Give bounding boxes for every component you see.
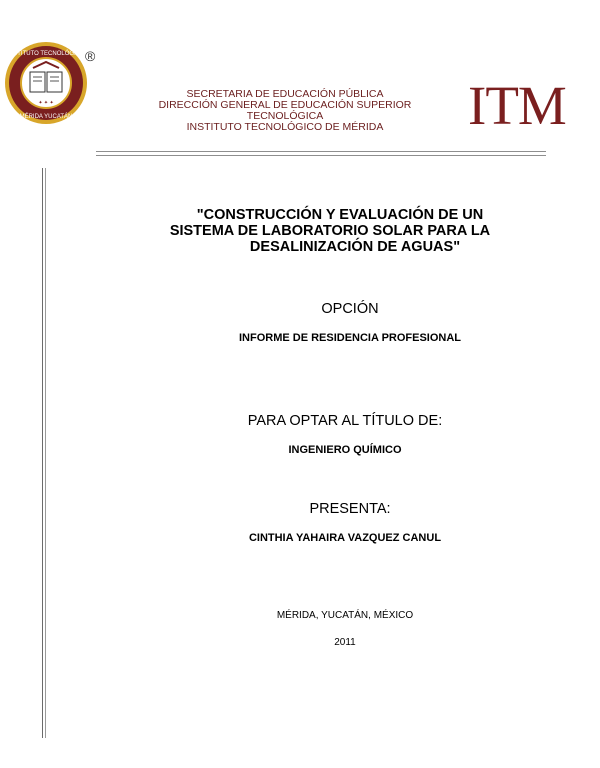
title-line-2: SISTEMA DE LABORATORIO SOLAR PARA LA [169, 223, 491, 239]
year-text: 2011 [334, 637, 356, 648]
option-value: INFORME DE RESIDENCIA PROFESIONAL [238, 332, 462, 344]
header-line-4: INSTITUTO TECNOLÓGICO DE MÉRIDA [186, 121, 384, 133]
svg-text:✦ ✦ ✦: ✦ ✦ ✦ [38, 100, 54, 106]
header-rule-top [96, 151, 546, 152]
registered-mark: ® [85, 48, 96, 64]
header-line-2: DIRECCIÓN GENERAL DE EDUCACIÓN SUPERIOR [158, 99, 412, 111]
svg-text:INSTITUTO TECNOLÓGICO: INSTITUTO TECNOLÓGICO [7, 51, 85, 57]
location-text: MÉRIDA, YUCATÁN, MÉXICO [276, 610, 414, 621]
left-border-line [42, 168, 43, 738]
degree-label: PARA OPTAR AL TÍTULO DE: [247, 413, 443, 429]
title-line-1: "CONSTRUCCIÓN Y EVALUACIÓN DE UN [196, 207, 484, 223]
header-line-3: TECNOLÓGICA [246, 110, 324, 122]
author-name: CINTHIA YAHAIRA VAZQUEZ CANUL [248, 532, 442, 544]
institute-seal-logo [3, 40, 89, 126]
degree-value: INGENIERO QUÍMICO [288, 444, 402, 456]
header-rule-bottom [96, 155, 546, 156]
svg-text:MÉRIDA YUCATÁN: MÉRIDA YUCATÁN [19, 114, 73, 120]
option-label: OPCIÓN [321, 301, 379, 317]
presents-label: PRESENTA: [309, 501, 391, 517]
itm-logo: ITM [468, 75, 566, 136]
header-line-1: SECRETARIA DE EDUCACIÓN PÚBLICA [186, 88, 384, 100]
title-line-3: DESALINIZACIÓN DE AGUAS" [249, 239, 461, 255]
left-border-line-inner [45, 168, 46, 738]
